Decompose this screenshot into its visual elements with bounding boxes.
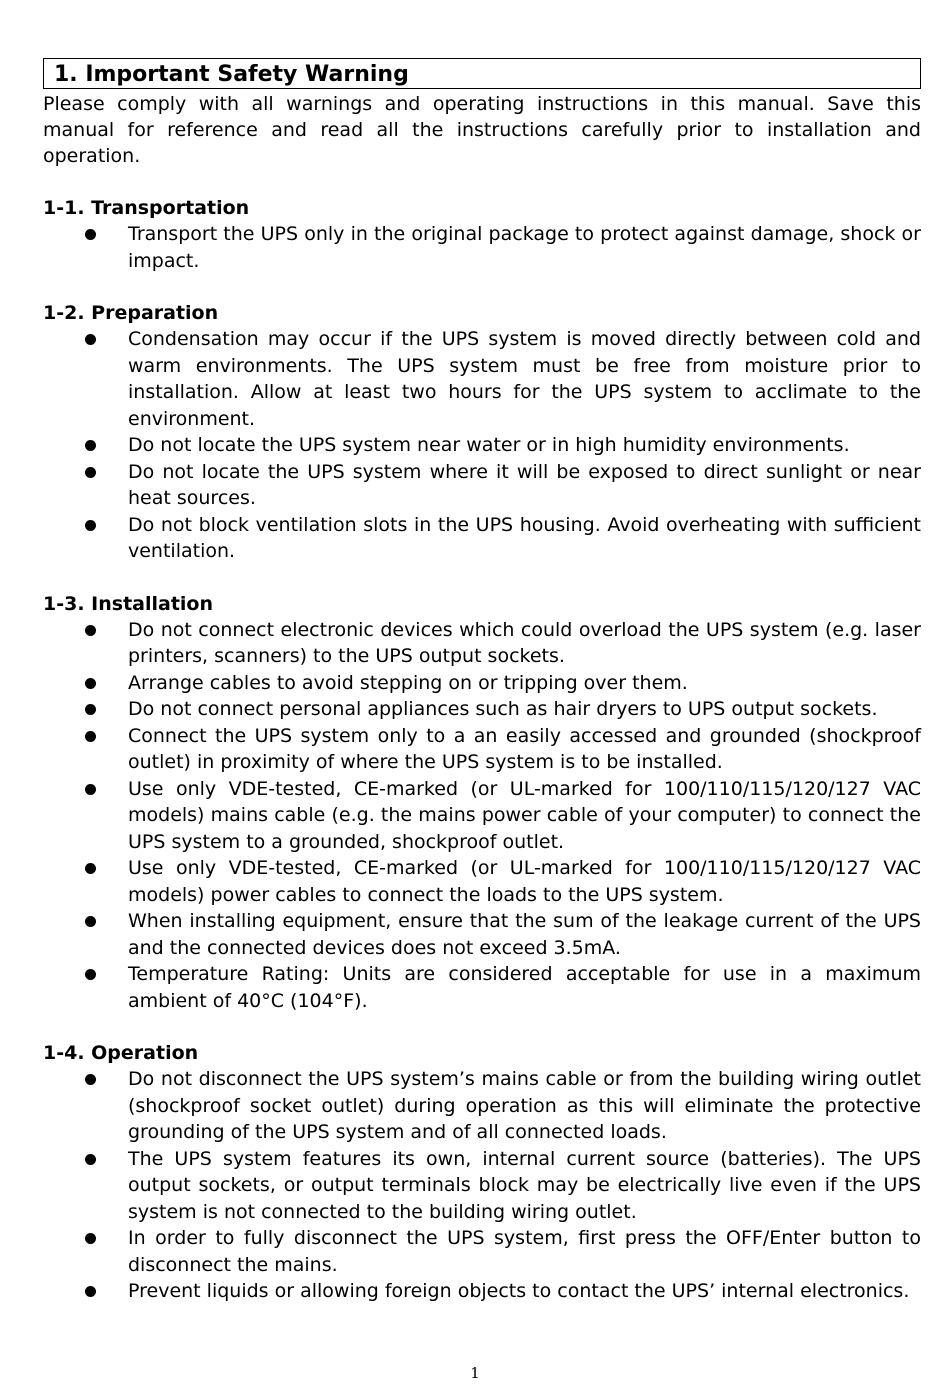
- section-preparation: [43, 300, 921, 565]
- document-page: [43, 58, 921, 1305]
- section-transportation: [43, 195, 921, 274]
- list-item: Connect the UPS system only to a an easily accessed and grounded (shockproof outlet) in proximity of where the UPS system is to be installed.: [43, 723, 921, 776]
- bullet-dot-icon: [85, 969, 96, 980]
- bullet-dot-icon: [85, 625, 96, 636]
- list-item: Use only VDE-tested, CE-marked (or UL-marked for 100/110/115/120/127 VAC models) power cables to connect the loads to the UPS system.: [43, 855, 921, 908]
- bullet-dot-icon: [85, 704, 96, 715]
- section-operation: [43, 1040, 921, 1305]
- bullet-dot-icon: [85, 440, 96, 451]
- list-item: Arrange cables to avoid stepping on or tripping over them.: [43, 670, 921, 697]
- bullet-dot-icon: [85, 1286, 96, 1297]
- section-installation: [43, 591, 921, 1015]
- page-number: 1: [470, 1364, 480, 1382]
- list-item: Do not connect personal appliances such as hair dryers to UPS output sockets.: [43, 696, 921, 723]
- section-title: 1-3. Installation: [43, 592, 213, 615]
- bullet-dot-icon: [85, 334, 96, 345]
- list-item: Do not block ventilation slots in the UPS housing. Avoid overheating with sufficient ventilation.: [43, 512, 921, 565]
- bullet-dot-icon: [85, 467, 96, 478]
- list-item: Transport the UPS only in the original package to protect against damage, shock or impact.: [43, 221, 921, 274]
- bullet-list: [43, 326, 921, 565]
- bullet-list: [43, 221, 921, 274]
- section-title: 1-4. Operation: [43, 1042, 199, 1064]
- list-item: When installing equipment, ensure that the sum of the leakage current of the UPS and the connected devices does not exceed 3.5mA.: [43, 908, 921, 961]
- list-item: Temperature Rating: Units are considered acceptable for use in a maximum ambient of 40°C (104°F).: [43, 961, 921, 1014]
- bullet-dot-icon: [85, 784, 96, 795]
- list-item: Condensation may occur if the UPS system is moved directly between cold and warm environments. The UPS system must be free from moisture prior to installation. Allow at least two hours for the UPS system to acclimate to the environment.: [43, 326, 921, 432]
- bullet-dot-icon: [85, 1154, 96, 1165]
- list-item: The UPS system features its own, internal current source (batteries). The UPS output sockets, or output terminals block may be electrically live even if the UPS system is not connected to the building wiring outlet.: [43, 1146, 921, 1226]
- section-title: 1-1. Transportation: [43, 197, 250, 219]
- bullet-dot-icon: [85, 1074, 96, 1085]
- bullet-dot-icon: [85, 520, 96, 531]
- bullet-dot-icon: [85, 863, 96, 874]
- bullet-dot-icon: [85, 229, 96, 240]
- list-item: Do not disconnect the UPS system’s mains cable or from the building wiring outlet (shockproof socket outlet) during operation as this will eliminate the protective grounding of the UPS system and of all connected loads.: [43, 1066, 921, 1146]
- page-title: 1. Important Safety Warning: [43, 58, 921, 89]
- bullet-dot-icon: [85, 916, 96, 927]
- intro-paragraph: Please comply with all warnings and operating instructions in this manual. Save this manual for reference and read all the instructions carefully prior to installation and operation.: [43, 93, 921, 167]
- bullet-dot-icon: [85, 1233, 96, 1244]
- list-item: Do not connect electronic devices which could overload the UPS system (e.g. laser printers, scanners) to the UPS output sockets.: [43, 617, 921, 670]
- list-item: Prevent liquids or allowing foreign objects to contact the UPS’ internal electronics.: [43, 1278, 921, 1305]
- list-item: Do not locate the UPS system where it will be exposed to direct sunlight or near heat sources.: [43, 459, 921, 512]
- bullet-list: [43, 617, 921, 1015]
- list-item: Use only VDE-tested, CE-marked (or UL-marked for 100/110/115/120/127 VAC models) mains cable (e.g. the mains power cable of your computer) to connect the UPS system to a grounded, shockproof outlet.: [43, 776, 921, 856]
- bullet-dot-icon: [85, 731, 96, 742]
- list-item: Do not locate the UPS system near water or in high humidity environments.: [43, 432, 921, 459]
- bullet-dot-icon: [85, 678, 96, 689]
- section-title: 1-2. Preparation: [43, 302, 219, 324]
- bullet-list: [43, 1066, 921, 1305]
- list-item: In order to fully disconnect the UPS system, first press the OFF/Enter button to disconnect the mains.: [43, 1225, 921, 1278]
